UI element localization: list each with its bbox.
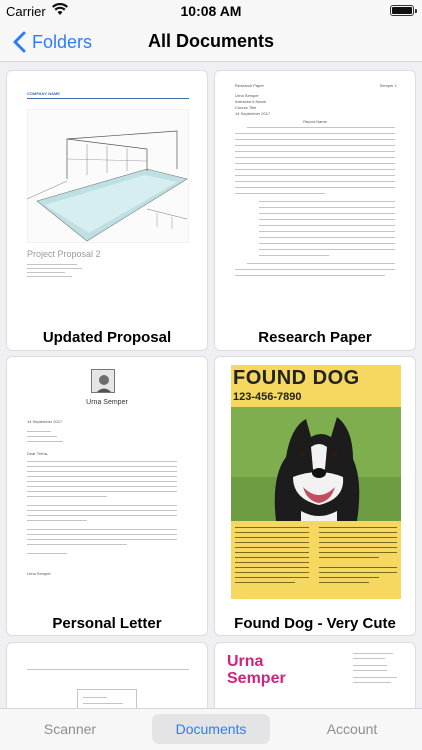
proposal-title: Project Proposal 2 — [27, 249, 101, 259]
letter-greeting: Dear Trena, — [27, 451, 49, 456]
tab-scanner[interactable]: Scanner — [43, 721, 97, 737]
status-time: 10:08 AM — [180, 3, 242, 19]
dog-photo-image — [231, 407, 401, 521]
text-line — [83, 697, 107, 698]
document-card-found-dog[interactable] — [214, 356, 416, 636]
course-text: Course Title — [235, 105, 257, 110]
documents-grid — [0, 62, 422, 708]
document-title: Updated Proposal — [42, 329, 172, 346]
text-line — [27, 264, 77, 265]
report-heading: Report Name — [303, 119, 327, 124]
poster-headline: FOUND DOG — [233, 367, 360, 389]
document-thumbnail — [7, 643, 207, 708]
header-right-text: Semper 1 — [379, 83, 397, 88]
text-line — [27, 272, 65, 273]
tab-account[interactable]: Account — [326, 721, 378, 737]
battery-icon — [390, 5, 414, 16]
document-title: Found Dog - Very Cute — [234, 615, 396, 632]
form-box — [77, 689, 137, 708]
document-thumbnail — [215, 71, 415, 321]
architecture-sketch-image — [27, 109, 189, 243]
document-card-research-paper[interactable] — [214, 70, 416, 351]
text-line — [27, 268, 82, 269]
document-card-form[interactable] — [6, 642, 208, 708]
document-title: Research Paper — [258, 329, 372, 346]
text-line — [83, 703, 123, 704]
letter-closing: Urna Semper — [27, 571, 51, 576]
instructor-text: Instructor's Name — [235, 99, 267, 104]
resume-name: Urna Semper — [227, 653, 286, 687]
document-thumbnail — [215, 357, 415, 607]
sender-name: Urna Semper — [86, 399, 128, 406]
date-text: 14 September 2017 — [235, 111, 271, 116]
navigation-bar — [0, 22, 422, 62]
poster-phone: 123-456-7890 — [233, 391, 302, 403]
status-bar — [0, 0, 422, 22]
document-thumbnail — [7, 357, 207, 607]
document-card-updated-proposal[interactable] — [6, 70, 208, 351]
carrier-label: Carrier — [6, 4, 46, 19]
avatar — [91, 369, 115, 393]
divider — [27, 669, 189, 670]
divider — [27, 98, 189, 99]
document-card-resume[interactable] — [214, 642, 416, 708]
tab-bar — [0, 708, 422, 750]
company-name-text: COMPANY NAME — [27, 91, 60, 96]
back-button-label: Folders — [32, 31, 93, 52]
document-thumbnail — [215, 643, 415, 708]
tab-documents[interactable]: Documents — [152, 714, 270, 744]
text-line — [27, 276, 72, 277]
letter-date: 14 September 2017 — [27, 419, 63, 424]
header-left-text: Research Paper — [235, 83, 264, 88]
author-text: Urna Semper — [235, 93, 259, 98]
document-thumbnail — [7, 71, 207, 321]
document-title: Personal Letter — [52, 615, 162, 632]
document-card-personal-letter[interactable] — [6, 356, 208, 636]
page-title: All Documents — [147, 31, 275, 51]
